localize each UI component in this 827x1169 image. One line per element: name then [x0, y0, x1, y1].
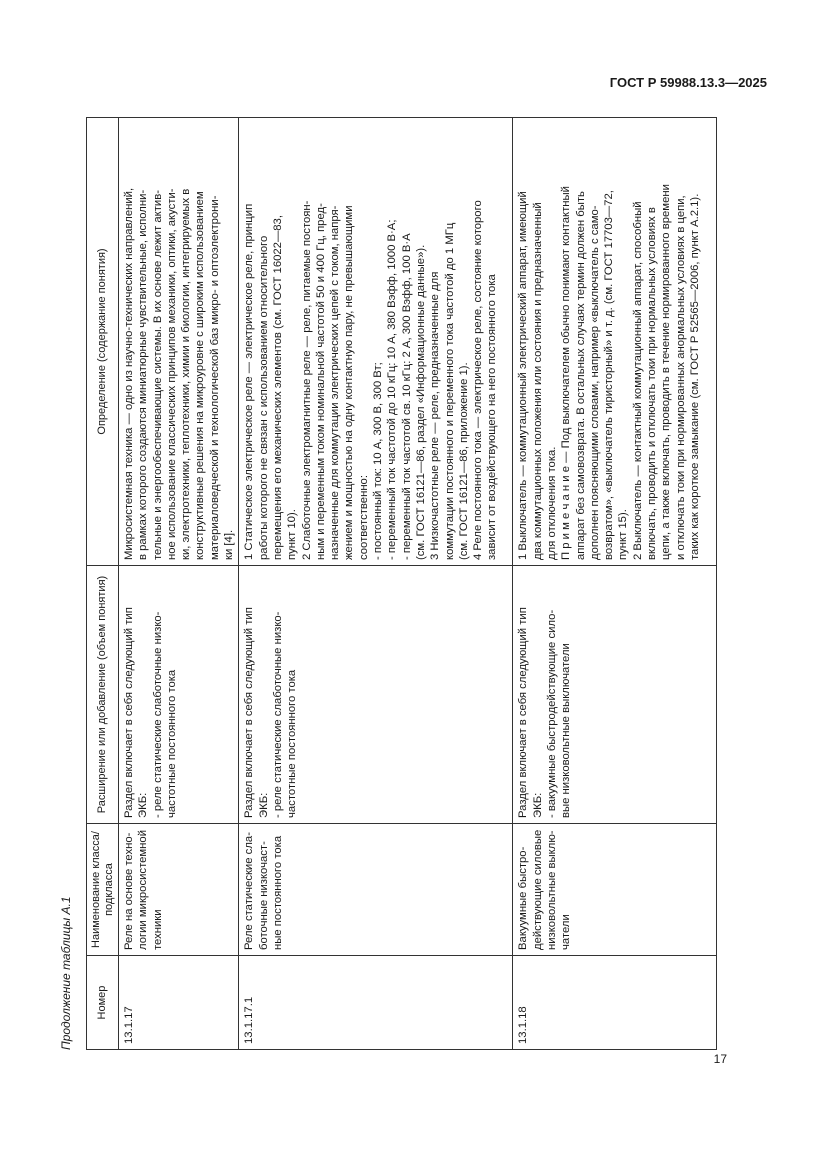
- table-row: [239, 118, 513, 1050]
- rotated-table: [86, 118, 714, 1050]
- row-number: 13.1.18: [513, 956, 717, 1050]
- document-header: ГОСТ Р 59988.13.3—2025: [609, 75, 767, 90]
- page-number: 17: [713, 1052, 727, 1066]
- column-header-definition: Определение (содержание понятия): [87, 118, 119, 566]
- row-name: Реле статические сла- боточные низкочаст- ные постоянного тока: [239, 824, 513, 956]
- table-row: [513, 118, 717, 1050]
- row-scope: Раздел включает в себя следующий тип ЭКБ: - реле статические слаботочные низко- частотные постоянного тока: [239, 566, 513, 824]
- table-row: [119, 118, 239, 1050]
- row-definition: Микросистемная техника — одно из научно-технических направлений, в рамках которого создаются миниатюрные чувствительные, исполни- тельные и энергообеспечивающие системы. В их основе лежит актив- ное использование классических принципов механики, оптики, акусти- ки, электротехники, теплотехники, химии и биологии, интегрируемых в конструктивные решения на микроуровне с широким использованием материаловедческой и технологической баз микро- и оптоэлектрони- ки [4].: [119, 118, 239, 566]
- row-name: Вакуумные быстро- действующие силовые низковольтные выклю- чатели: [513, 824, 717, 956]
- caption-area: [58, 858, 75, 1050]
- rotated-table-area: [86, 118, 714, 1050]
- row-definition: 1 Выключатель — коммутационный электрический аппарат, имеющий два коммутационных положения или состояния и предназначенный для отключения тока. П р и м е ч а н и е — Под выключателем обычно понимают контактный аппарат без самовозврата. В остальных случаях термин должен быть дополнен поясняющими словами, например «выключатель с само- возвратом», «выключатель тиристорный» и т. д. (см. ГОСТ 17703—72, пункт 15). 2 Выключатель — контактный коммутационный аппарат, способный включать, проводить и отключать токи при нормальных условиях в цепи, а также включать, проводить в течение нормированного времени и отключать токи при нормированных анормальных условиях в цепи, таких как короткое замыкание (см. ГОСТ Р 52565—2006, пункт А.2.1).: [513, 118, 717, 566]
- row-scope: Раздел включает в себя следующий тип ЭКБ: - реле статические слаботочные низко- частотные постоянного тока: [119, 566, 239, 824]
- terms-table: [86, 117, 717, 1050]
- row-definition: 1 Статическое электрическое реле — электрическое реле, принцип работы которого не связан с использованием относительного перемещения его механических элементов (см. ГОСТ 16022—83, пункт 10). 2 Слаботочные электромагнитные реле — реле, питаемые постоян- ным и переменным током номинальной частотой 50 и 400 Гц, пред- назначенные для коммутации электрических цепей с током, напря- жением и мощностью на одну контактную пару, не превышающими соответственно: - постоянный ток: 10 А, 300 В, 300 Вт; - переменный ток частотой до 10 кГц: 10 А, 380 Вэфф, 1000 В·А; - переменный ток частотой св. 10 кГц: 2 А, 300 Вэфф, 100 В·А (см. ГОСТ 16121—86, раздел «Информационные данные»). 3 Низкочастотные реле — реле, предназначенные для коммутации постоянного и переменного тока частотой до 1 МГц (см. ГОСТ 16121—86, приложение 1). 4 Реле постоянного тока — электрическое реле, состояние которого зависит от воздействующего на него постоянного тока: [239, 118, 513, 566]
- column-header-name: Наименование класса/подкласса: [87, 824, 119, 956]
- row-name: Реле на основе техно- логии микросистемной техники: [119, 824, 239, 956]
- table-header-row: [87, 118, 119, 1050]
- row-scope: Раздел включает в себя следующий тип ЭКБ: - вакуумные быстродействующие сило- вые низковольтные выключатели: [513, 566, 717, 824]
- row-number: 13.1.17.1: [239, 956, 513, 1050]
- column-header-number: Номер: [87, 956, 119, 1050]
- table-caption: Продолжение таблицы А.1: [59, 896, 73, 1050]
- column-header-scope: Расширение или добавление (объем понятия): [87, 566, 119, 824]
- row-number: 13.1.17: [119, 956, 239, 1050]
